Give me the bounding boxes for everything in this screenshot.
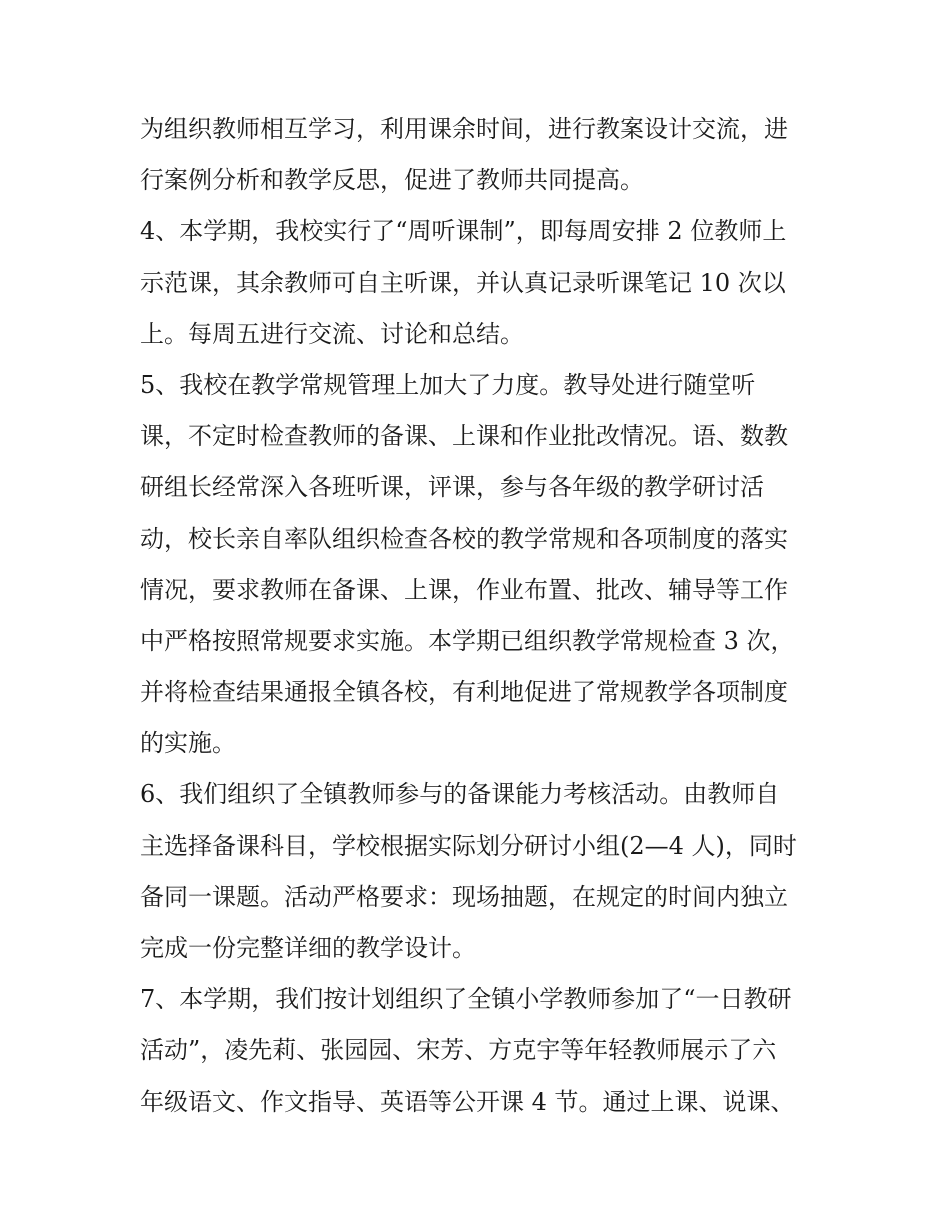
text-line-4: 示范课，其余教师可自主听课，并认真记录听课笔记 10 次以 — [140, 268, 786, 297]
text-line-9: 动，校长亲自率队组织检查各校的教学常规和各项制度的落实 — [140, 524, 788, 553]
text-line-15: 主选择备课科目，学校根据实际划分研讨小组(2—4 人)，同时 — [140, 831, 797, 860]
text-line-14: 6、我们组织了全镇教师参与的备课能力考核活动。由教师自 — [140, 780, 780, 809]
text-line-8: 研组长经常深入各班听课，评课，参与各年级的教学研讨活 — [140, 473, 764, 502]
text-line-17: 完成一份完整详细的教学设计。 — [140, 934, 476, 962]
text-line-13: 的实施。 — [140, 729, 236, 758]
text-line-18: 7、本学期，我们按计划组织了全镇小学教师参加了“一日教研 — [140, 985, 792, 1014]
text-line-16: 备同一课题。活动严格要求：现场抽题，在规定的时间内独立 — [140, 882, 788, 911]
text-line-1: 为组织教师相互学习，利用课余时间，进行教案设计交流，进 — [140, 115, 788, 143]
text-line-19: 活动”，凌先莉、张园园、宋芳、方克宇等年轻教师展示了六 — [140, 1036, 777, 1065]
text-line-7: 课，不定时检查教师的备课、上课和作业批改情况。语、数教 — [140, 422, 788, 451]
text-line-5: 上。每周五进行交流、讨论和总结。 — [140, 319, 524, 348]
text-line-11: 中严格按照常规要求实施。本学期已组织教学常规检查 3 次， — [140, 626, 795, 655]
text-line-2: 行案例分析和教学反思，促进了教师共同提高。 — [140, 166, 644, 195]
document-body — [140, 104, 820, 1128]
text-line-6: 5、我校在教学常规管理上加大了力度。教导处进行随堂听 — [140, 370, 756, 399]
text-line-3: 4、本学期，我校实行了“周听课制”，即每周安排 2 位教师上 — [140, 217, 787, 246]
text-line-10: 情况，要求教师在备课、上课，作业布置、批改、辅导等工作 — [140, 575, 788, 604]
text-line-20: 年级语文、作文指导、英语等公开课 4 节。通过上课、说课、 — [140, 1087, 795, 1116]
text-line-12: 并将检查结果通报全镇各校，有利地促进了常规教学各项制度 — [140, 678, 788, 707]
